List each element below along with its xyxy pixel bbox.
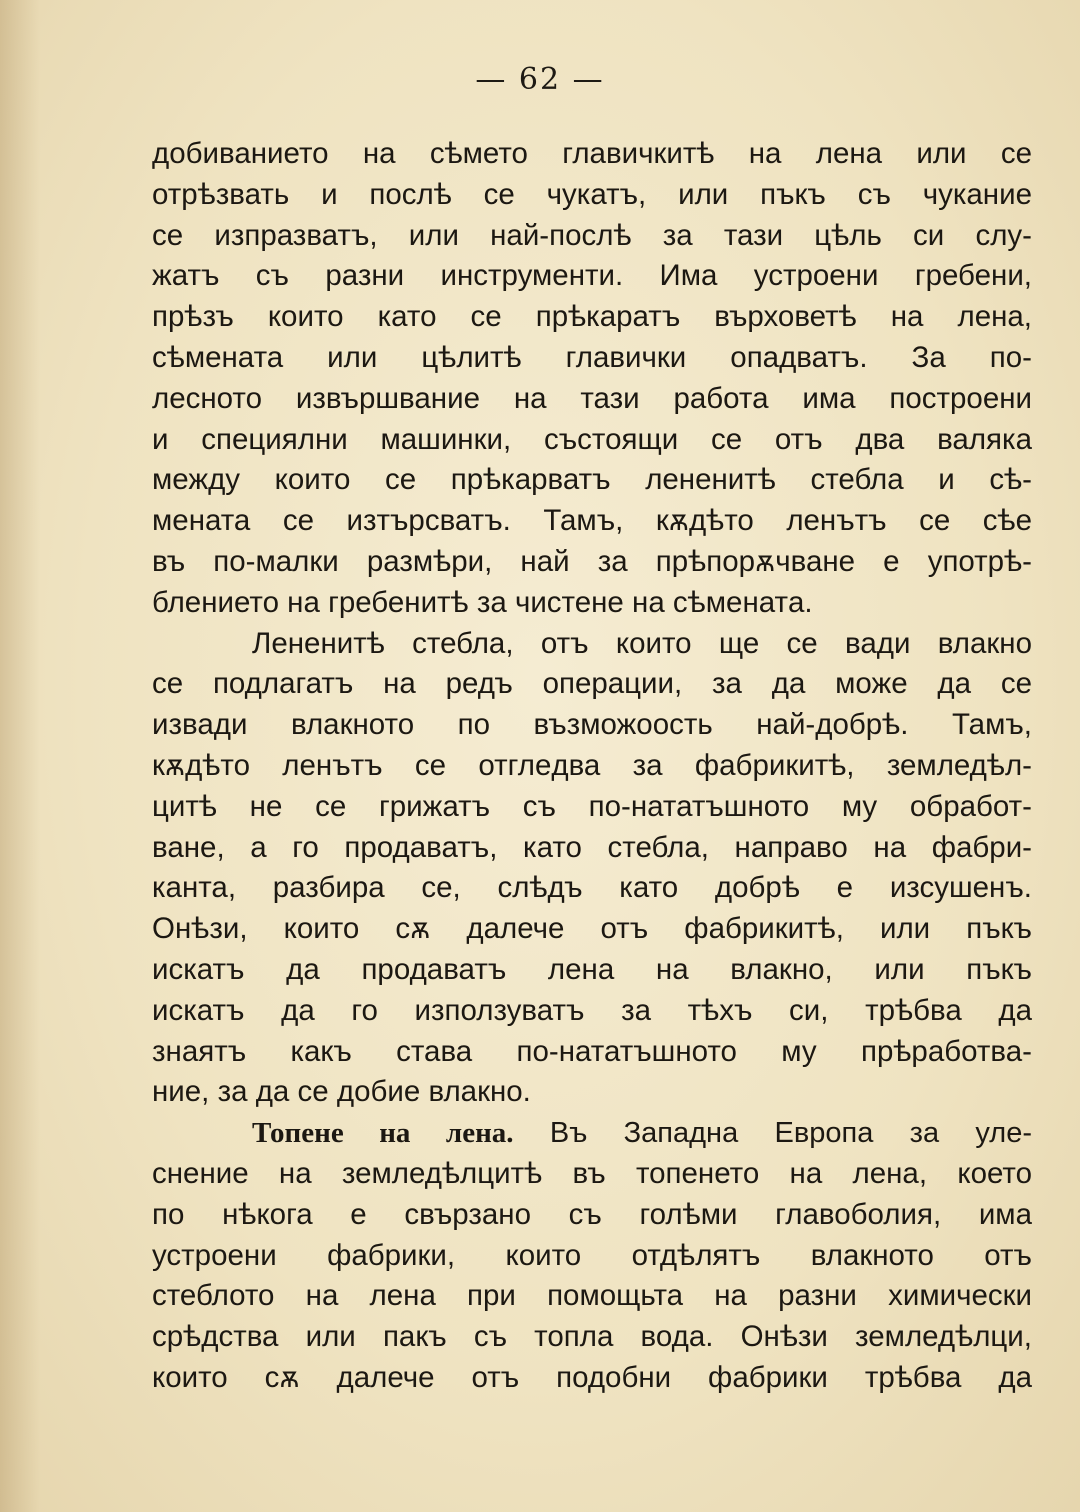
text-line: които сѫ далече отъ подобни фабрики трѣбва да: [152, 1360, 1032, 1394]
text-line: блението на гребенитѣ за чистене на сѣменатa.: [152, 585, 813, 619]
text-line: добиванието на сѣмето главичкитѣ на лена или се: [152, 137, 1032, 170]
page-edge-shadow: [0, 0, 40, 1512]
text-line: канта, разбира се, слѣдъ като добрѣ е изсушенъ.: [152, 871, 1032, 905]
text-run: Въ Западна Европа за уле-: [513, 1117, 1032, 1150]
text-line: се подлагатъ на редъ операции, за да може да се: [152, 667, 1032, 701]
text-line: лесното извършвание на тази работа има построени: [152, 381, 1032, 415]
text-line: Лененитѣ стебла, отъ които ще се вади влакно: [252, 626, 1032, 660]
text-line: се изпразватъ, или най-послѣ за тази цѣль си слу-: [152, 218, 1032, 252]
page-number: — 62 —: [475, 62, 605, 97]
section-heading: Топене на лена.: [252, 1117, 514, 1150]
text-line: по нѣкога е свързано съ голѣми главоболия, има: [152, 1197, 1032, 1231]
text-line: искатъ да го използуватъ за тѣхъ си, трѣбва да: [152, 993, 1032, 1027]
paragraph-1: [152, 134, 1032, 624]
text-line: сѣмената или цѣлитѣ главички опадватъ. За по-: [152, 340, 1032, 374]
text-line: искатъ да продаватъ лена на влакно, или пъкъ: [152, 952, 1032, 986]
text-line: мената се изтърсватъ. Тамъ, кѫдѣто ленътъ се сѣе: [152, 504, 1032, 538]
text-line: цитѣ не се грижатъ съ по-нататъшното му обработ-: [152, 789, 1032, 823]
text-line: ване, а го продаватъ, като стебла, направо на фабри-: [152, 830, 1032, 864]
paragraph-3: [152, 1113, 1032, 1399]
text-line: Онѣзи, които сѫ далече отъ фабрикитѣ, или пъкъ: [152, 912, 1032, 946]
text-line: кѫдѣто ленътъ се отглeдва за фабрикитѣ, земледѣл-: [152, 748, 1032, 782]
text-line: прѣзъ които като се прѣкаратъ върховетѣ на лена,: [152, 300, 1032, 334]
text-line: въ по-малки размѣри, най за прѣпорѫчване е употрѣ-: [152, 544, 1032, 578]
text-line: устроени фабрики, които отдѣлятъ влакното отъ: [152, 1238, 1032, 1272]
text-line: жатъ съ разни инструменти. Има устроени гребени,: [152, 259, 1032, 293]
text-line: снение на земледѣлцитѣ въ топенето на лена, което: [152, 1156, 1032, 1190]
paragraph-2: [152, 624, 1032, 1114]
text-line: стеблото на лена при помощьта на разни химически: [152, 1279, 1032, 1313]
text-line: отрѣзвать и послѣ се чукатъ, или пъкъ съ чукание: [152, 177, 1032, 211]
text-line: срѣдства или пакъ съ топла вода. Онѣзи земледѣлци,: [152, 1320, 1032, 1354]
body-text: [152, 134, 1032, 1399]
text-line-with-heading: [152, 1113, 1032, 1154]
text-line: ние, за да се добие влакно.: [152, 1075, 531, 1109]
text-line: и специялни машинки, състоящи се отъ два валяка: [152, 422, 1032, 456]
text-line: извади влакното по възможоость най-добрѣ. Тамъ,: [152, 708, 1032, 742]
text-line: между които се прѣкарватъ лененитѣ стебла и сѣ-: [152, 463, 1032, 497]
text-line: знаятъ какъ става по-нататъшното му прѣработва-: [152, 1034, 1032, 1068]
